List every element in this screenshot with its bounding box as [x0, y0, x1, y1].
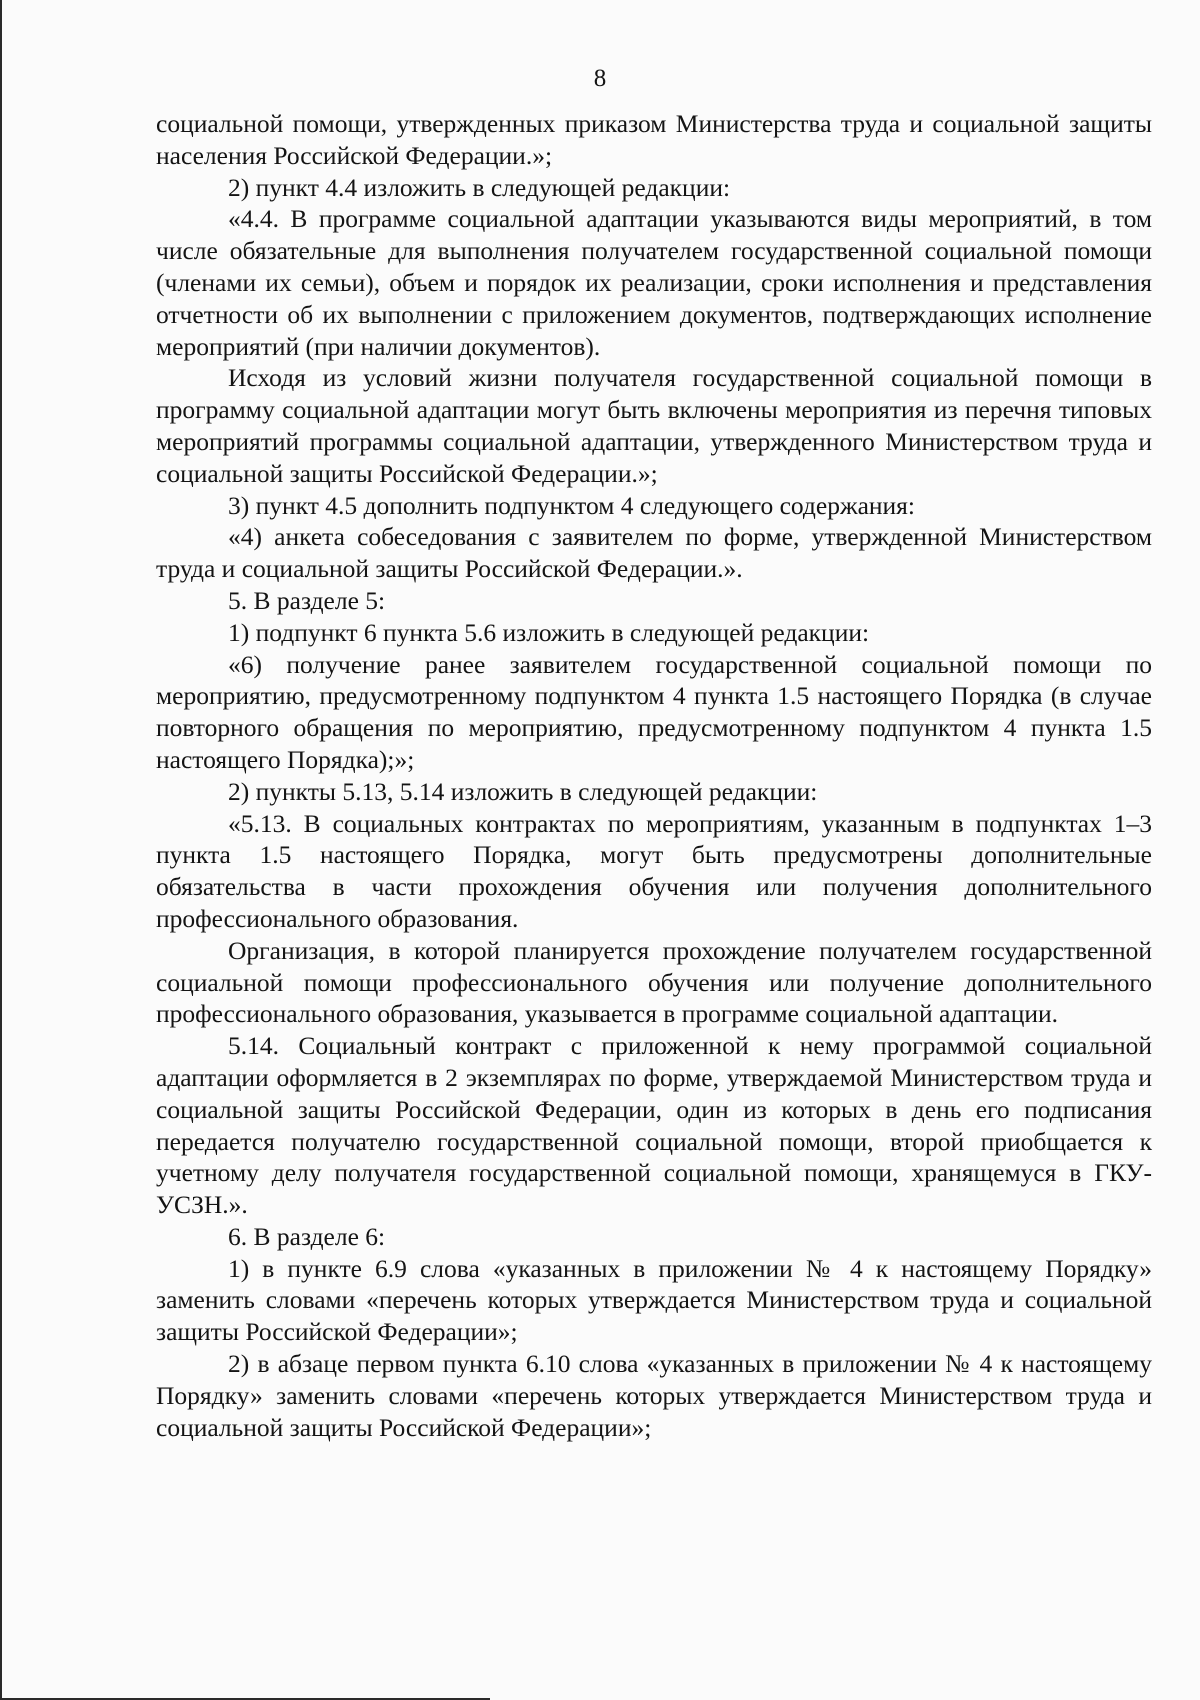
- paragraph: 5. В разделе 5:: [228, 585, 386, 615]
- paragraph: 6. В разделе 6:: [228, 1221, 386, 1251]
- document-body: [156, 108, 1152, 1443]
- paragraph: социальной помощи, утвержденных приказом Министерства труда и социальной защиты населения Российской Федерации.»;: [156, 109, 1152, 170]
- page-number: 8: [593, 65, 607, 92]
- paragraph: 1) подпункт 6 пункта 5.6 изложить в следующей редакции:: [228, 617, 870, 647]
- paragraph: «4) анкета собеседования с заявителем по форме, утвержденной Министерством труда и социальной защиты Российской Федерации.».: [156, 522, 1152, 584]
- paragraph: 2) в абзаце первом пункта 6.10 слова «указанных в приложении № 4 к настоящему Порядку» заменить словами «перечень которых утверждается Министерством труда и социальной защиты Российской Федерации»;: [156, 1349, 1152, 1442]
- paragraph: 2) пункт 4.4 изложить в следующей редакции:: [228, 172, 731, 202]
- paragraph: Организация, в которой планируется прохождение получателем государственной социальной помощи профессионального обучения или получение дополнительного профессионального образования, указывается в программе социальной адаптации.: [156, 935, 1152, 1029]
- paragraph: 1) в пункте 6.9 слова «указанных в приложении № 4 к настоящему Порядку» заменить словами «перечень которых утверждается Министерством труда и социальной защиты Российской Федерации»;: [156, 1253, 1152, 1347]
- paragraph: 5.14. Социальный контракт с приложенной к нему программой социальной адаптации оформляется в 2 экземплярах по форме, утверждаемой Министерством труда и социальной защиты Российской Федерации, один из которых в день его подписания передается получателю государственной социальной помощи, второй приобщается к учетному делу получателя государственной социальной помощи, хранящемуся в ГКУ-УСЗН.».: [156, 1031, 1152, 1220]
- paragraph: «4.4. В программе социальной адаптации указываются виды мероприятий, в том числе обязательные для выполнения получателем государственной социальной помощи (членами их семьи), объем и порядок их реализации, сроки исполнения и представления отчетности об их выполнении с приложением документов, подтверждающих исполнение мероприятий (при наличии документов).: [156, 204, 1152, 361]
- scan-left-edge: [0, 0, 2, 1700]
- paragraph: «6) получение ранее заявителем государственной социальной помощи по мероприятию, предусмотренному подпунктом 4 пункта 1.5 настоящего Порядка (в случае повторного обращения по мероприятию, предусмотренному подпунктом 4 пункта 1.5 настоящего Порядка);»;: [156, 649, 1152, 774]
- paragraph: 3) пункт 4.5 дополнить подпунктом 4 следующего содержания:: [228, 490, 915, 520]
- paragraph: «5.13. В социальных контрактах по мероприятиям, указанным в подпунктах 1–3 пункта 1.5 настоящего Порядка, могут быть предусмотрены дополнительные обязательства в части прохождения обучения или получения дополнительного профессионального образования.: [156, 808, 1152, 933]
- paragraph: Исходя из условий жизни получателя государственной социальной помощи в программу социальной адаптации могут быть включены мероприятия из перечня типовых мероприятий программы социальной адаптации, утвержденного Министерством труда и социальной защиты Российской Федерации.»;: [156, 363, 1152, 488]
- paragraph: 2) пункты 5.13, 5.14 изложить в следующей редакции:: [228, 776, 818, 806]
